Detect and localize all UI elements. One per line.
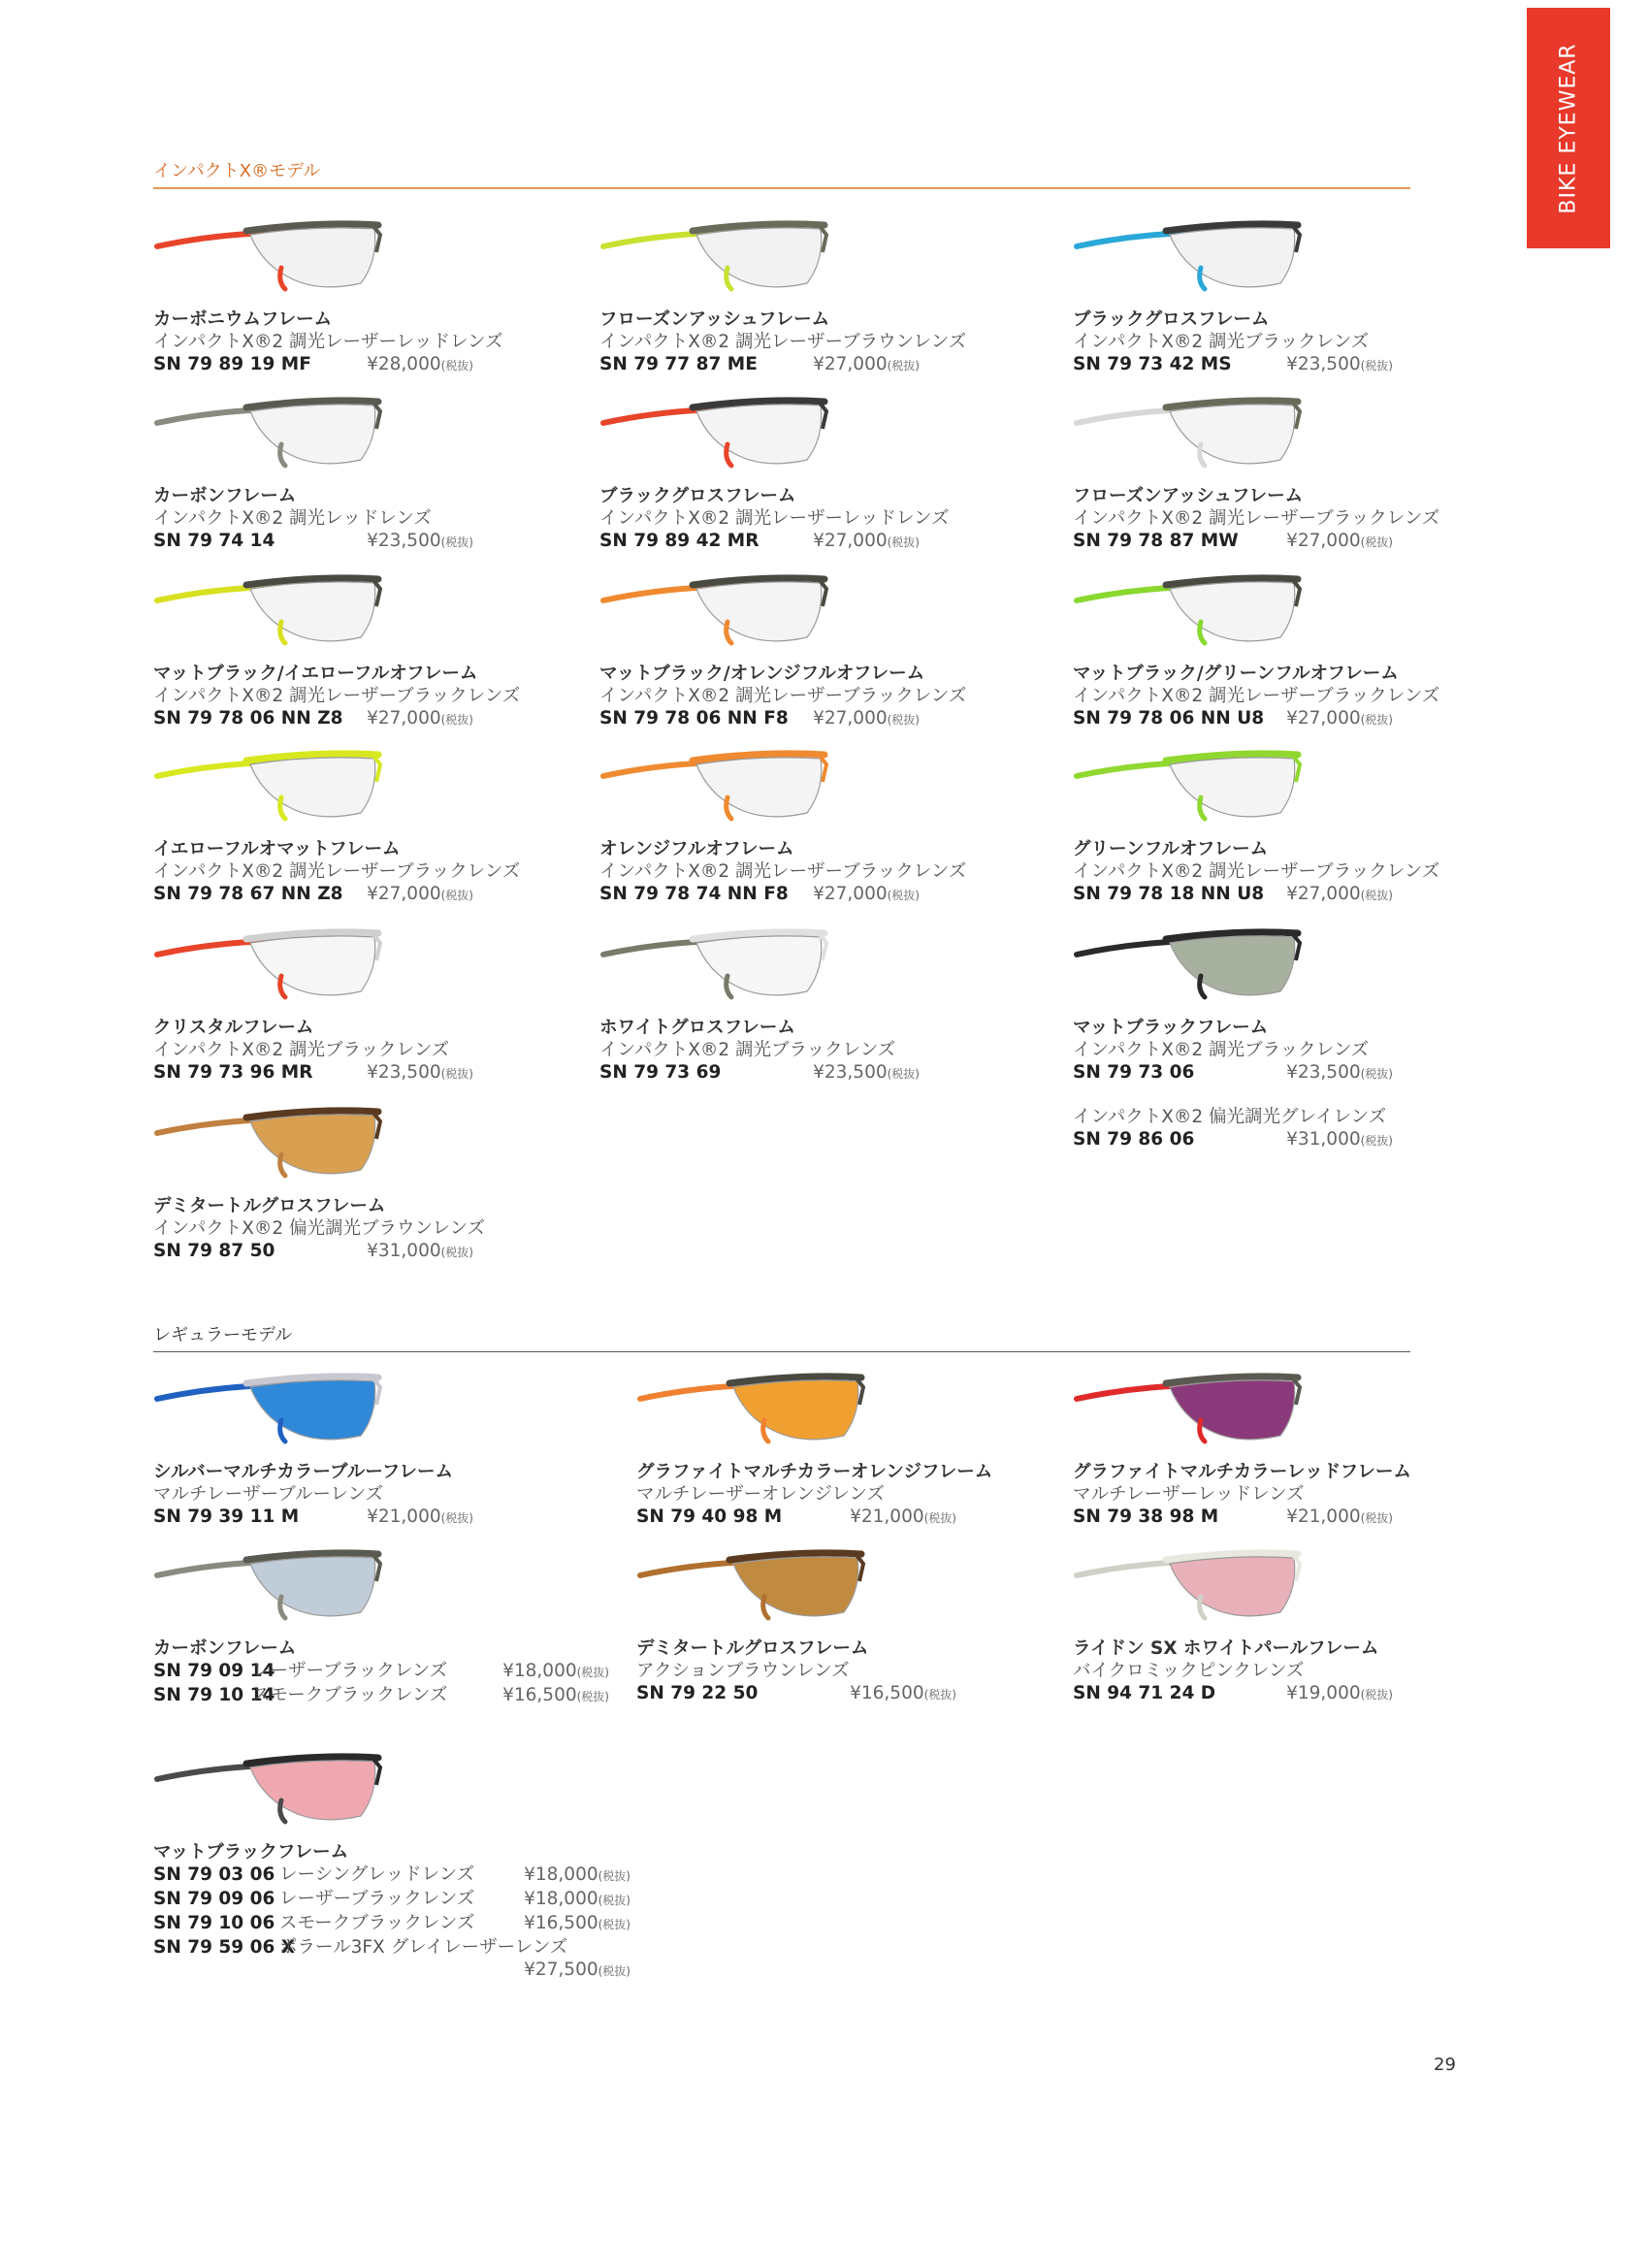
price-value: ¥27,500: [524, 1960, 598, 1980]
price-value: ¥19,000: [1286, 1683, 1361, 1703]
product-variant-row: [153, 1684, 609, 1708]
product-card: [1073, 567, 1500, 731]
product-price: [1286, 1682, 1393, 1706]
tax-label: (税抜): [1360, 535, 1393, 549]
product-code-row: [153, 707, 473, 731]
product-card: [599, 567, 1026, 731]
product-card: [153, 213, 580, 377]
tax-label: (税抜): [1360, 1134, 1393, 1148]
price-value: ¥27,000: [813, 354, 888, 374]
product-name: ライドン SX ホワイトパールフレーム: [1073, 1638, 1379, 1659]
tax-label: (税抜): [1360, 1511, 1393, 1525]
product-name: カーボンフレーム: [153, 1638, 297, 1659]
lens-type: レーシングレッドレンズ: [279, 1864, 475, 1885]
tax-label: (税抜): [887, 359, 920, 373]
product-code: SN 79 74 14: [153, 531, 275, 551]
price-value: ¥16,500: [850, 1683, 924, 1703]
product-card: [153, 567, 580, 731]
product-code: SN 79 78 74 NN F8: [599, 884, 789, 904]
product-name: フローズンアッシュフレーム: [599, 309, 830, 330]
product-code-row: [636, 1506, 956, 1530]
section-divider: [153, 187, 1410, 189]
product-name: ブラックグロスフレーム: [1073, 309, 1270, 330]
price-value: ¥27,000: [1286, 708, 1361, 729]
product-code-row: [153, 353, 473, 377]
price-value: ¥27,000: [813, 708, 888, 729]
glasses-image: [636, 1542, 869, 1632]
product-description: インパクトX®2 調光ブラックレンズ: [599, 1040, 896, 1060]
glasses-image: [1073, 1366, 1306, 1455]
product-variant-row: [153, 1888, 630, 1912]
tax-label: (税抜): [440, 359, 473, 373]
product-name: ブラックグロスフレーム: [599, 486, 796, 506]
glasses-image: [1073, 1542, 1306, 1632]
product-card: [1073, 1542, 1500, 1706]
product-code: SN 79 73 06: [1073, 1062, 1195, 1083]
product-card: [1073, 1366, 1500, 1530]
glasses-image: [1073, 743, 1306, 832]
glasses-image: [1073, 922, 1306, 1011]
price-value: ¥21,000: [850, 1507, 924, 1527]
product-price: [502, 1684, 609, 1708]
product-card: [636, 1542, 1063, 1706]
product-card: [1073, 1106, 1500, 1152]
product-price: [367, 707, 473, 731]
product-name: デミタートルグロスフレーム: [636, 1638, 869, 1659]
section-divider: [153, 1351, 1410, 1352]
product-description: インパクトX®2 調光ブラックレンズ: [153, 1040, 450, 1060]
product-code: SN 79 78 06 NN U8: [1073, 708, 1265, 729]
glasses-image: [599, 390, 832, 479]
section-tab-label: BIKE EYEWEAR: [1556, 42, 1581, 214]
product-card: [153, 743, 580, 907]
product-description: インパクトX®2 調光レーザーレッドレンズ: [153, 332, 503, 352]
product-code-row: [153, 883, 473, 907]
glasses-image: [153, 1366, 386, 1455]
product-price: [813, 1061, 920, 1085]
product-variant-row: [153, 1912, 630, 1936]
product-code: SN 79 59 06 X: [153, 1937, 296, 1958]
glasses-image: [153, 390, 386, 479]
product-price: [367, 1061, 473, 1085]
product-card: [153, 1100, 580, 1264]
product-description: インパクトX®2 調光レーザーブラウンレンズ: [599, 332, 967, 352]
product-code: SN 79 78 87 MW: [1073, 531, 1239, 551]
tax-label: (税抜): [923, 1511, 956, 1525]
lens-type: レーザーブラックレンズ: [252, 1661, 448, 1681]
product-description: インパクトX®2 調光レーザーブラックレンズ: [1073, 686, 1440, 706]
price-value: ¥27,000: [813, 531, 888, 551]
product-card: [599, 390, 1026, 554]
price-value: ¥31,000: [367, 1241, 441, 1261]
tax-label: (税抜): [1360, 359, 1393, 373]
lens-type: スモークブラックレンズ: [252, 1685, 448, 1705]
product-price: [1286, 353, 1393, 377]
product-code-row: [599, 707, 920, 731]
product-code: SN 79 87 50: [153, 1241, 275, 1261]
product-code-row: [599, 883, 920, 907]
glasses-image: [153, 213, 386, 303]
tax-label: (税抜): [576, 1666, 609, 1679]
tax-label: (税抜): [887, 1067, 920, 1081]
product-code: SN 79 03 06: [153, 1864, 275, 1885]
product-card: [1073, 743, 1500, 907]
tax-label: (税抜): [1360, 1688, 1393, 1701]
product-price: [1286, 707, 1393, 731]
product-price: [1286, 1506, 1393, 1530]
product-code: SN 79 78 18 NN U8: [1073, 884, 1265, 904]
product-code-row: [599, 1061, 920, 1085]
product-card: [153, 390, 580, 554]
price-value: ¥21,000: [367, 1507, 441, 1527]
product-price: [813, 530, 920, 554]
tax-label: (税抜): [440, 889, 473, 902]
glasses-image: [636, 1366, 869, 1455]
product-price: [367, 1240, 473, 1264]
glasses-image: [599, 213, 832, 303]
lens-type: レーザーブラックレンズ: [279, 1889, 475, 1909]
tax-label: (税抜): [1360, 889, 1393, 902]
tax-label: (税抜): [440, 1511, 473, 1525]
product-card: [599, 743, 1026, 907]
tax-label: (税抜): [598, 1964, 630, 1978]
glasses-image: [153, 1542, 386, 1632]
price-value: ¥18,000: [502, 1661, 577, 1681]
product-name: シルバーマルチカラーブルーフレーム: [153, 1462, 454, 1482]
glasses-image: [153, 567, 386, 657]
price-value: ¥16,500: [524, 1913, 598, 1933]
product-code: SN 79 39 11 M: [153, 1507, 300, 1527]
product-code-row: [1073, 1682, 1393, 1706]
product-price: [813, 883, 920, 907]
tax-label: (税抜): [440, 1246, 473, 1259]
price-value: ¥21,000: [1286, 1507, 1361, 1527]
product-code-row: [1073, 1506, 1393, 1530]
product-name: フローズンアッシュフレーム: [1073, 486, 1304, 506]
price-value: ¥23,500: [813, 1062, 888, 1083]
product-name: グリーンフルオフレーム: [1073, 839, 1269, 859]
product-code-row: [599, 353, 920, 377]
product-price: [850, 1506, 956, 1530]
product-card: [153, 1366, 580, 1530]
product-card: [1073, 390, 1500, 554]
section-tab: [1527, 8, 1610, 248]
tax-label: (税抜): [923, 1688, 956, 1701]
product-price: [813, 707, 920, 731]
product-description: アクションブラウンレンズ: [636, 1661, 850, 1681]
product-price: [524, 1959, 630, 1983]
price-value: ¥18,000: [524, 1864, 598, 1885]
product-code: SN 79 89 42 MR: [599, 531, 760, 551]
product-card: [153, 922, 580, 1085]
product-code: SN 79 10 06: [153, 1913, 275, 1933]
product-code-row: [1073, 1128, 1393, 1152]
tax-label: (税抜): [887, 535, 920, 549]
product-description: マルチレーザーレッドレンズ: [1073, 1484, 1305, 1505]
glasses-image: [153, 1746, 386, 1835]
product-name: マットブラックフレーム: [153, 1842, 349, 1863]
price-value: ¥27,000: [367, 884, 441, 904]
product-price: [1286, 1061, 1393, 1085]
product-card: [599, 922, 1026, 1085]
product-price: [813, 353, 920, 377]
product-description: インパクトX®2 調光レーザーブラックレンズ: [1073, 508, 1440, 529]
product-code-row: [636, 1682, 956, 1706]
tax-label: (税抜): [1360, 1067, 1393, 1081]
product-card: [1073, 213, 1500, 377]
product-variant-row: [153, 1660, 609, 1684]
product-code-row: [1073, 883, 1393, 907]
price-value: ¥23,500: [367, 1062, 441, 1083]
product-code: SN 79 89 19 MF: [153, 354, 311, 374]
product-name: マットブラック/オレンジフルオフレーム: [599, 664, 925, 684]
product-price: [524, 1863, 630, 1888]
tax-label: (税抜): [1360, 713, 1393, 727]
product-code: SN 79 38 98 M: [1073, 1507, 1219, 1527]
product-code: SN 79 78 67 NN Z8: [153, 884, 343, 904]
product-description: インパクトX®2 調光レーザーレッドレンズ: [599, 508, 950, 529]
product-description: インパクトX®2 偏光調光ブラウンレンズ: [153, 1218, 486, 1239]
product-price: [367, 530, 473, 554]
tax-label: (税抜): [440, 1067, 473, 1081]
section-title-regular: レギュラーモデル: [153, 1325, 293, 1345]
product-price: [367, 353, 473, 377]
product-code: SN 79 86 06: [1073, 1129, 1195, 1150]
product-description: インパクトX®2 調光レッドレンズ: [153, 508, 432, 529]
product-code: SN 79 78 06 NN F8: [599, 708, 789, 729]
product-name: グラファイトマルチカラーレッドフレーム: [1073, 1462, 1411, 1482]
product-price: [1286, 883, 1393, 907]
product-code: SN 79 22 50: [636, 1683, 759, 1703]
product-description: インパクトX®2 調光レーザーブラックレンズ: [599, 861, 967, 882]
product-code: SN 79 40 98 M: [636, 1507, 783, 1527]
product-name: カーボニウムフレーム: [153, 309, 333, 330]
lens-type: スモークブラックレンズ: [279, 1913, 475, 1933]
product-code: SN 79 78 06 NN Z8: [153, 708, 343, 729]
product-code: SN 94 71 24 D: [1073, 1683, 1216, 1703]
product-description: インパクトX®2 調光ブラックレンズ: [1073, 1040, 1370, 1060]
product-code: SN 79 09 06: [153, 1889, 275, 1909]
tax-label: (税抜): [598, 1869, 630, 1883]
product-description: バイクロミックピンクレンズ: [1073, 1661, 1305, 1681]
product-name: マットブラックフレーム: [1073, 1018, 1269, 1038]
price-value: ¥16,500: [502, 1685, 577, 1705]
product-description: マルチレーザーブルーレンズ: [153, 1484, 384, 1505]
product-description: マルチレーザーオレンジレンズ: [636, 1484, 885, 1505]
product-description: インパクトX®2 調光レーザーブラックレンズ: [153, 861, 521, 882]
product-code-row: [153, 1506, 473, 1530]
product-description: インパクトX®2 調光レーザーブラックレンズ: [153, 686, 521, 706]
price-value: ¥27,000: [1286, 884, 1361, 904]
product-name: マットブラック/イエローフルオフレーム: [153, 664, 478, 684]
tax-label: (税抜): [598, 1918, 630, 1931]
glasses-image: [599, 567, 832, 657]
product-card: [153, 1542, 609, 1708]
price-value: ¥27,000: [1286, 531, 1361, 551]
product-variant-row: [153, 1863, 630, 1888]
product-code-row: [599, 530, 920, 554]
lens-type: ポラール3FX グレイレーザーレンズ: [279, 1937, 568, 1958]
product-code-row: [153, 530, 473, 554]
product-name: クリスタルフレーム: [153, 1018, 314, 1038]
product-card: [636, 1366, 1063, 1530]
section-title-impact: インパクトX®モデル: [153, 161, 321, 181]
product-code: SN 79 73 42 MS: [1073, 354, 1232, 374]
product-code-row: [153, 1240, 473, 1264]
glasses-image: [1073, 567, 1306, 657]
product-price: [1286, 1128, 1393, 1152]
price-value: ¥28,000: [367, 354, 441, 374]
glasses-image: [153, 743, 386, 832]
tax-label: (税抜): [887, 713, 920, 727]
product-price-row: [153, 1959, 630, 1983]
product-name: グラファイトマルチカラーオレンジフレーム: [636, 1462, 993, 1482]
product-price: [502, 1660, 609, 1684]
product-description: インパクトX®2 偏光調光グレイレンズ: [1073, 1107, 1387, 1127]
product-price: [850, 1682, 956, 1706]
product-code: SN 79 10 14: [153, 1685, 275, 1705]
product-code: SN 79 73 96 MR: [153, 1062, 313, 1083]
price-value: ¥31,000: [1286, 1129, 1361, 1150]
product-card: [153, 1746, 630, 1983]
product-description: インパクトX®2 調光ブラックレンズ: [1073, 332, 1370, 352]
product-code-row: [1073, 530, 1393, 554]
product-variant-row: [153, 1936, 630, 1959]
glasses-image: [153, 922, 386, 1011]
tax-label: (税抜): [440, 713, 473, 727]
price-value: ¥23,500: [367, 531, 441, 551]
price-value: ¥23,500: [1286, 354, 1361, 374]
product-description: インパクトX®2 調光レーザーブラックレンズ: [1073, 861, 1440, 882]
tax-label: (税抜): [598, 1894, 630, 1907]
price-value: ¥18,000: [524, 1889, 598, 1909]
product-price: [524, 1888, 630, 1912]
page-number: 29: [1434, 2055, 1456, 2075]
product-name: マットブラック/グリーンフルオフレーム: [1073, 664, 1399, 684]
product-price: [367, 883, 473, 907]
glasses-image: [153, 1100, 386, 1189]
price-value: ¥27,000: [367, 708, 441, 729]
product-code-row: [1073, 707, 1393, 731]
price-value: ¥23,500: [1286, 1062, 1361, 1083]
glasses-image: [599, 922, 832, 1011]
product-code-row: [153, 1061, 473, 1085]
product-name: デミタートルグロスフレーム: [153, 1196, 386, 1216]
glasses-image: [1073, 213, 1306, 303]
product-name: イエローフルオマットフレーム: [153, 839, 401, 859]
product-price: [367, 1506, 473, 1530]
product-code: SN 79 09 14: [153, 1661, 275, 1681]
tax-label: (税抜): [576, 1690, 609, 1703]
product-price: [1286, 530, 1393, 554]
product-name: ホワイトグロスフレーム: [599, 1018, 795, 1038]
price-value: ¥27,000: [813, 884, 888, 904]
product-description: インパクトX®2 調光レーザーブラックレンズ: [599, 686, 967, 706]
tax-label: (税抜): [887, 889, 920, 902]
product-code-row: [1073, 1061, 1393, 1085]
glasses-image: [599, 743, 832, 832]
product-code: SN 79 73 69: [599, 1062, 722, 1083]
product-code: SN 79 77 87 ME: [599, 354, 758, 374]
product-card: [599, 213, 1026, 377]
product-name: カーボンフレーム: [153, 486, 297, 506]
product-code-row: [1073, 353, 1393, 377]
tax-label: (税抜): [440, 535, 473, 549]
product-card: [1073, 922, 1500, 1085]
product-price: [524, 1912, 630, 1936]
product-name: オレンジフルオフレーム: [599, 839, 794, 859]
glasses-image: [1073, 390, 1306, 479]
